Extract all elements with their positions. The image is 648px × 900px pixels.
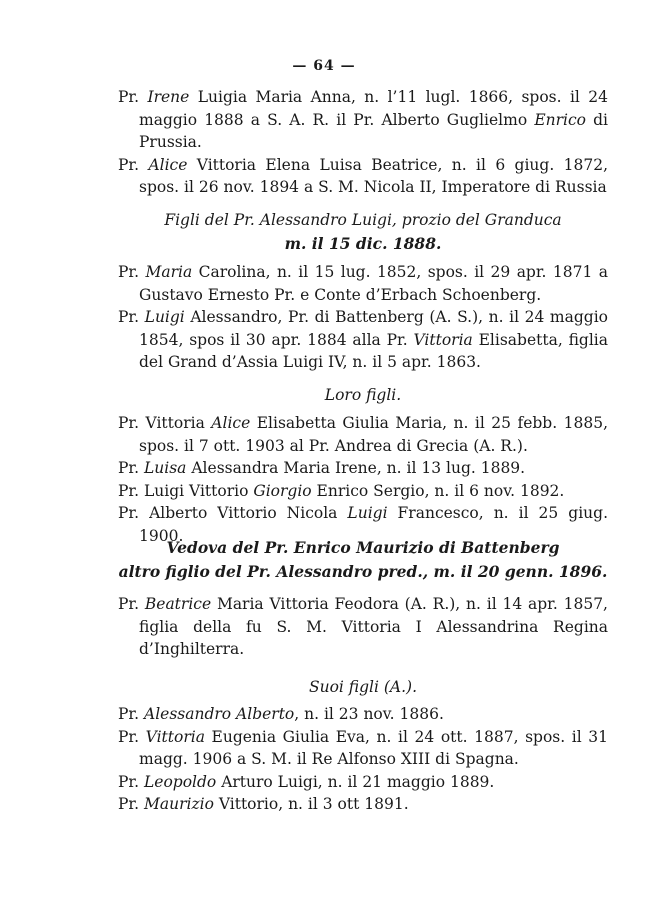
entry: Pr. Beatrice Maria Vittoria Feodora (A. R.), n. il 14 apr. 1857, figlia della fu S. M. Vittoria I Alessandrina Regina d’Inghilterra.: [118, 595, 608, 658]
section-heading: Suoi figli (A.).: [308, 678, 418, 696]
section-1: [118, 86, 608, 199]
entry: Pr. Luisa Alessandra Maria Irene, n. il 13 lug. 1889.: [118, 459, 526, 477]
section-5: [118, 703, 608, 816]
section-heading: Loro figli.: [324, 386, 402, 404]
section-heading: Vedova del Pr. Enrico Maurizio di Battenberg altro figlio del Pr. Alessandro pred., m. il 20 genn. 1896.: [118, 538, 608, 581]
entry: Pr. Alberto Vittorio Nicola Luigi Francesco, n. il 25 giug. 1900.: [118, 504, 608, 545]
section-heading: Figli del Pr. Alessandro Luigi, prozio del Granduca m. il 15 dic. 1888.: [164, 211, 562, 253]
page-number: — 64 —: [292, 58, 356, 74]
entry: Pr. Luigi Vittorio Giorgio Enrico Sergio, n. il 6 nov. 1892.: [118, 481, 565, 500]
entry: Pr. Leopoldo Arturo Luigi, n. il 21 maggio 1889.: [118, 772, 495, 791]
entry: Pr. Alice Vittoria Elena Luisa Beatrice, n. il 6 giug. 1872, spos. il 26 nov. 1894 a S. M. Nicola II, Imperatore di Russia: [118, 155, 608, 196]
entry: Pr. Vittoria Eugenia Giulia Eva, n. il 24 ott. 1887, spos. il 31 magg. 1906 a S. M. il Re Alfonso XIII di Spagna.: [118, 727, 608, 768]
entry: Pr. Alessandro Alberto, n. il 23 nov. 1886.: [118, 705, 444, 723]
section-2: [118, 261, 608, 374]
section-3: [118, 412, 608, 547]
entry: Pr. Maurizio Vittorio, n. il 3 ott 1891.: [118, 795, 409, 813]
entry: Pr. Irene Luigia Maria Anna, n. l’11 lugl. 1866, spos. il 24 maggio 1888 a S. A. R. il Pr. Alberto Guglielmo Enrico di Prussia.: [118, 88, 609, 151]
section-4: [118, 593, 608, 661]
entry: Pr. Vittoria Alice Elisabetta Giulia Maria, n. il 25 febb. 1885, spos. il 7 ott. 1903 al Pr. Andrea di Grecia (A. R.).: [118, 414, 608, 455]
entry: Pr. Maria Carolina, n. il 15 lug. 1852, spos. il 29 apr. 1871 a Gustavo Ernesto Pr. e Conte d’Erbach Schoenberg.: [118, 263, 608, 304]
entry: Pr. Luigi Alessandro, Pr. di Battenberg (A. S.), n. il 24 maggio 1854, spos il 30 apr. 1884 alla Pr. Vittoria Elisabetta, figlia del Grand d’Assia Luigi IV, n. il 5 apr. 1863.: [118, 308, 608, 371]
